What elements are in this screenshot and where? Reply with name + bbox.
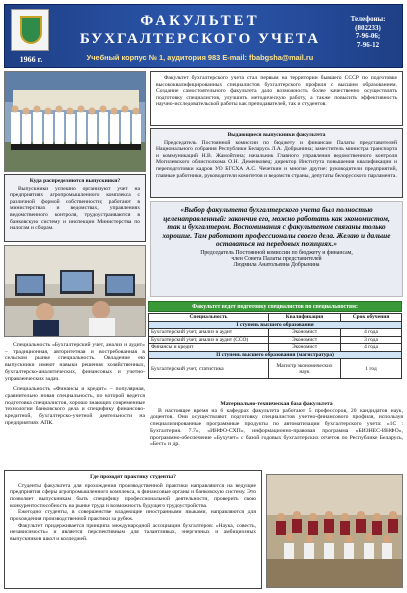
phone-block: Телефоны: (802233) 7-96-06; 7-96-12 — [350, 15, 386, 49]
quote-author-1: Председатель Постоянной комиссии по бюджету и финансам, — [200, 249, 353, 256]
table-section-row: II ступень высшего образования (магистратура) — [149, 351, 402, 359]
specialties-table-title: Факультет ведет подготовку специалистов по специальностям: — [148, 301, 402, 312]
table-header-row — [149, 314, 402, 322]
intro-text: Факультет бухгалтерского учета стал первым на территории бывшего СССР по подготовке высококвалифицированных специалистов бухгалтерского профиля с высшим образованием. Создание самостоятельного факультета дало возможность более качественно осуществлять подготовку специалистов, улучшить методическую работу, а также повысить эффективность научно-исследовательской работы как преподавателей, так и студентов. — [156, 75, 397, 108]
computer-class-photo — [4, 245, 146, 337]
practice-title: Где проходят практику студенты? — [90, 474, 176, 480]
quote-author-3: Людмила Анатольевна Добрынина — [233, 261, 320, 268]
table-row: Бухгалтерский учет, статистика Магистр экономических наук 1 год — [149, 359, 402, 379]
group-photo — [4, 71, 146, 172]
distribution-text: Выпускники успешно организуют учет на предприятиях агропромышленного комплекса с различной формой собственности; работают в министерствах и ведомствах, управлениях ведомственного контроля, трудоустраиваются в банковскую систему и инспекции Министерства по налогам и сборам. — [10, 185, 140, 232]
table-row: Бухгалтерский учет, анализ и аудит Экономист 4 года — [149, 329, 402, 337]
base-title: Материально-техническая база факультета — [220, 401, 333, 407]
page-title-line2: БУХГАЛТЕРСКОГО УЧЕТА — [79, 31, 321, 47]
students-photo — [266, 474, 403, 588]
header-banner — [4, 4, 403, 68]
practice-box — [4, 470, 262, 589]
intro-box — [150, 71, 403, 126]
table-row: Финансы и кредит Экономист 4 года — [149, 344, 402, 352]
graduates-title: Выдающиеся выпускники факультета — [227, 132, 326, 138]
founded-year: 1966 г. — [19, 55, 43, 64]
practice-text-2: Ежегодно студенты, в совершенстве владеющие иностранными языками, направляются для прохождения производственной практики за рубеж. — [10, 509, 256, 522]
quote-author-2: член Совета Палаты представителей — [231, 255, 322, 262]
page-title-line1: ФАКУЛЬТЕТ — [140, 13, 260, 29]
distribution-title: Куда распределяются выпускники? — [29, 178, 121, 184]
col-specialty: Специальность — [149, 314, 269, 322]
specialties-text — [5, 342, 145, 462]
base-section — [150, 401, 403, 467]
practice-text-1: Студенты факультета для прохождения производственной практики направляются на ведущие предприятия сферы агропромышленного комплекса, в финансовые органы и банковскую систему. Это позволяет выпускникам быть специфику профессиональной деятельности, проверить свою конкурентоспособность на рынке труда и возможность будущего трудоустройства. — [10, 482, 256, 509]
graduates-box — [150, 128, 403, 198]
quote-block — [150, 201, 403, 297]
table-row: Бухгалтерский учет, анализ и аудит (ССО) Экономист 3 года — [149, 336, 402, 344]
specialties-table — [148, 313, 402, 379]
col-duration: Срок обучения — [341, 314, 402, 322]
table-section-row: I ступень высшего образования — [149, 321, 402, 329]
quote-text: «Выбор факультета бухгалтерского учета был полностью целенаправленный: закончив его, можно работать как экономистом, так и бухгалтером. Воспоминания с факультетом связаны только хорошие. Там работают профессионалы своего дела. Желаю и дальше оставаться на передовых позициях.» — [162, 205, 391, 249]
distribution-box — [4, 174, 146, 242]
crest-logo-icon — [11, 9, 49, 51]
col-qualification: Квалификация — [269, 314, 341, 322]
practice-text-3: Факультет придерживается принципа международной ассоциации бухгалтеров: «Наука, совесть, независимость» и является перспективным для талантливых, энергичных и амбициозных выпускников школ и колледжей. — [10, 522, 256, 542]
specialty-finance: Специальность «Финансы и кредит» – популярная, сравнительно новая специальность, по которой ведется подготовка специалистов, хорошо знающих современные технологии банковского дела и специфику финансово-кредитной, бухгалтерско-учетной деятельности на предприятиях АПК. — [5, 386, 145, 426]
specialty-accounting: Специальность «Бухгалтерский учет, анализ и аудит» – традиционная, авторитетная и востребованная в сельском рынке специальность. Овладение ею выпускники имеют навыки решения хозяйственных, бухгалтерско-аналитических, финансовых и учетно-управленческих задач. — [5, 342, 145, 382]
address-line: Учебный корпус № 1, аудитория 983 E-mail: fbabgsha@mail.ru — [86, 53, 314, 62]
graduates-text: Председатель Постоянной комиссии по бюджету и финансам Палаты представителей Национального собрания Республики Беларусь Л.А. Добрынина; заместитель министра транспорта и коммуникаций Н.В. Жамойтина; начальник Главного управления ведомственного контроля Могилевского облисполкома О.Н. Деменковец; директор Института повышения квалификации и переподготовки кадров УО БГСХА А.С. Чечеткин и многие другие: руководители предприятий, главные работники, руководители комитетов и ведомств страны, депутаты белорусского парламента. — [156, 139, 397, 179]
base-text: В настоящее время на 6 кафедрах факультета работают 5 профессоров, 20 кандидатов наук, доцентов. Они осуществляют подготовку специалистов учетно-финансового профиля, используя специализированные программные продукты по автоматизации бухгалтерского учета: «1С : Бухгалтерия. 7.7», «ИНФО-СХП», информационно-правовая программа «БИЗНЕС-ИНФО», программно-обеспечение «Бухучет» с базой годовых бухгалтерских отчетов по Республике Беларусь, «Бест» и др. — [150, 407, 403, 448]
